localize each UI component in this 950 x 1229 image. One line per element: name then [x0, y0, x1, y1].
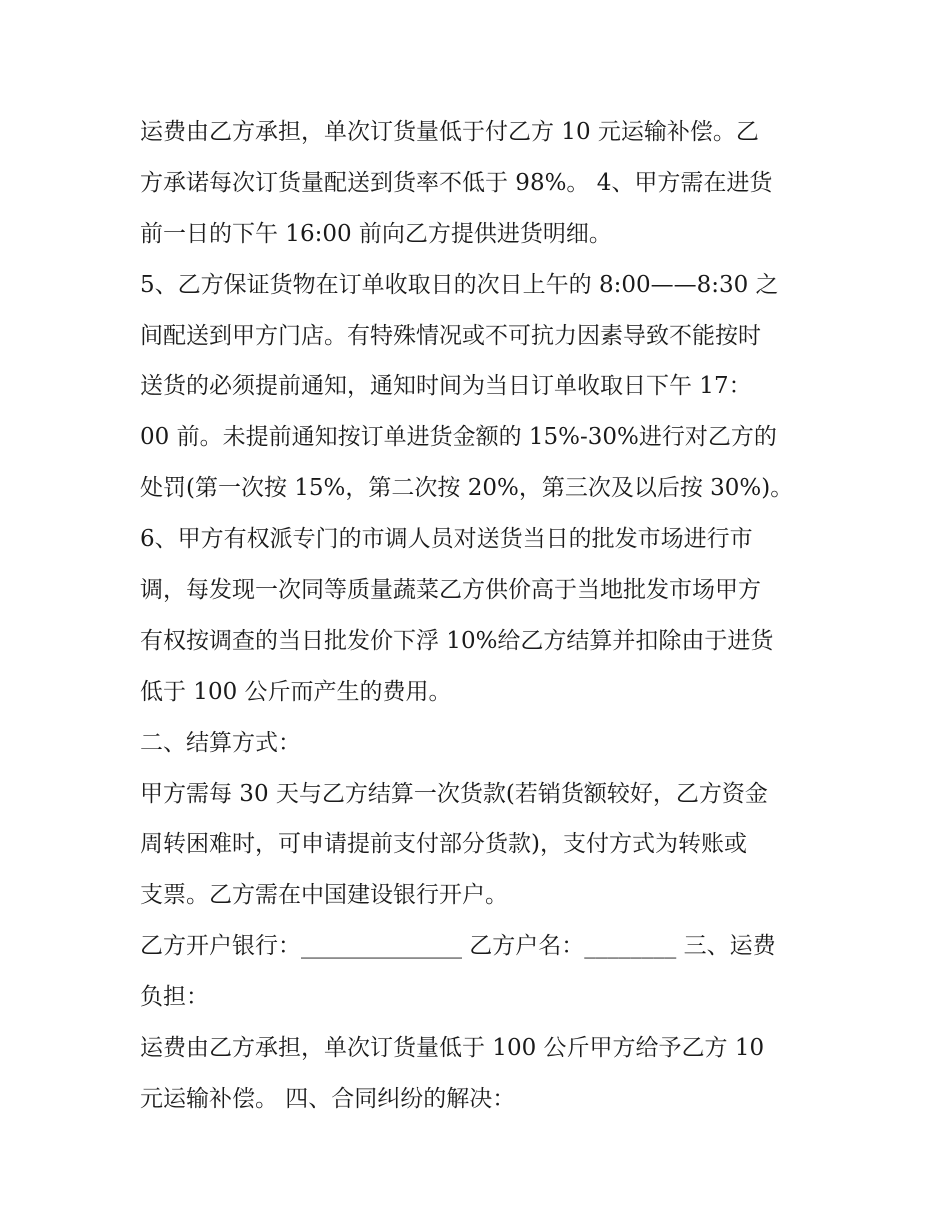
text-line: 乙方开户银行：______________ 乙方户名：________ 三、运费 [140, 933, 776, 960]
text-line: 方承诺每次订货量配送到货率不低于 98%。 4、甲方需在进货 [140, 169, 773, 196]
text-line: 5、乙方保证货物在订单收取日的次日上午的 8:00——8:30 之 [140, 271, 779, 298]
text-line: 有权按调查的当日批发价下浮 10%给乙方结算并扣除由于进货 [140, 627, 774, 654]
text-line: 调，每发现一次同等质量蔬菜乙方供价高于当地批发市场甲方 [140, 577, 761, 604]
text-line: 低于 100 公斤而产生的费用。 [140, 678, 452, 705]
text-line: 前一日的下午 16:00 前向乙方提供进货明细。 [140, 220, 612, 247]
section-heading: 二、结算方式： [140, 729, 301, 756]
text-line: 间配送到甲方门店。有特殊情况或不可抗力因素导致不能按时 [140, 322, 761, 349]
text-line: 负担： [140, 984, 209, 1011]
text-line: 周转困难时，可申请提前支付部分货款)，支付方式为转账或 [140, 831, 747, 858]
text-line: 运费由乙方承担，单次订货量低于付乙方 10 元运输补偿。乙 [140, 119, 759, 145]
text-line: 00 前。未提前通知按订单进货金额的 15%-30%进行对乙方的 [140, 424, 777, 451]
document-body [140, 107, 830, 1125]
text-line: 运费由乙方承担，单次订货量低于 100 公斤甲方给予乙方 10 [140, 1035, 765, 1062]
text-line: 6、甲方有权派专门的市调人员对送货当日的批发市场进行市 [140, 526, 753, 553]
text-line: 送货的必须提前通知，通知时间为当日订单收取日下午 17： [140, 373, 752, 400]
text-line: 处罚(第一次按 15%，第二次按 20%，第三次及以后按 30%)。 [140, 475, 794, 502]
text-line: 元运输补偿。 四、合同纠纷的解决： [140, 1085, 516, 1112]
text-line: 支票。乙方需在中国建设银行开户。 [140, 882, 508, 909]
text-line: 甲方需每 30 天与乙方结算一次货款(若销货额较好，乙方资金 [140, 780, 768, 807]
